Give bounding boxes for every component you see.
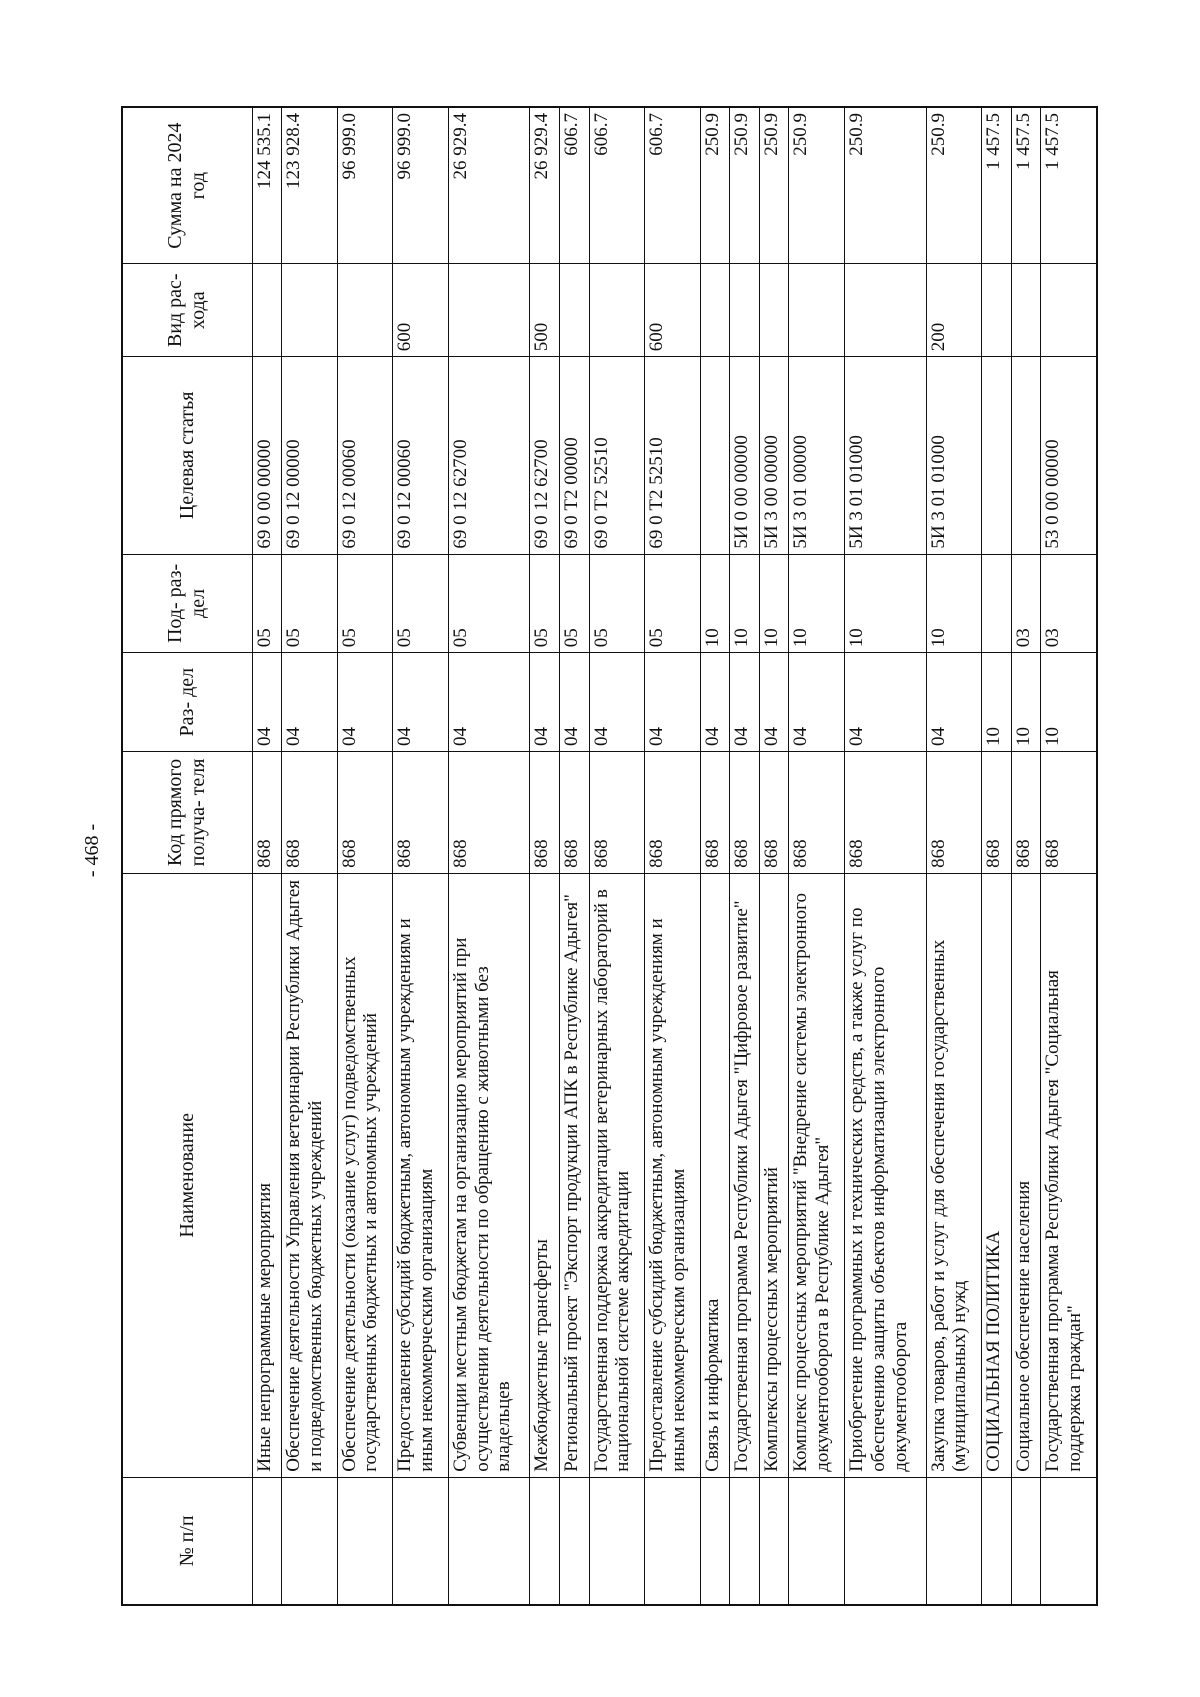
cell-kind [759, 264, 789, 357]
cell-target: 69 0 12 62700 [448, 357, 530, 554]
cell-subsection: 05 [337, 554, 393, 653]
header-subsection: Под- раз- дел [122, 554, 252, 653]
budget-table-rotated [121, 106, 1098, 1606]
cell-subsection: 05 [252, 554, 282, 653]
cell-name: Обеспечение деятельности (оказание услуг) подведомственных государственных бюджетных и автономных учреждений [337, 873, 393, 1477]
cell-subsection: 05 [559, 554, 589, 653]
cell-sum: 250.9 [700, 107, 730, 264]
cell-sum: 250.9 [730, 107, 760, 264]
cell-subsection: 10 [926, 554, 982, 653]
cell-kind: 500 [530, 264, 560, 357]
cell-num [700, 1477, 730, 1605]
cell-num [559, 1477, 589, 1605]
cell-subsection: 05 [530, 554, 560, 653]
cell-subsection: 05 [589, 554, 645, 653]
cell-name: Связь и информатика [700, 873, 730, 1477]
cell-code: 868 [789, 752, 845, 874]
cell-name: Закупка товаров, работ и услуг для обеспечения государственных (муниципальных) нужд [926, 873, 982, 1477]
cell-target [700, 357, 730, 554]
cell-kind [789, 264, 845, 357]
cell-kind [982, 264, 1012, 357]
cell-section: 04 [926, 653, 982, 752]
cell-target: 69 0 12 00000 [282, 357, 338, 554]
cell-target: 5И 0 00 00000 [730, 357, 760, 554]
cell-code: 868 [730, 752, 760, 874]
cell-num [982, 1477, 1012, 1605]
cell-subsection: 10 [789, 554, 845, 653]
cell-name: Комплексы процессных мероприятий [759, 873, 789, 1477]
cell-sum: 123 928.4 [282, 107, 338, 264]
cell-code: 868 [844, 752, 926, 874]
cell-code: 868 [759, 752, 789, 874]
cell-section: 04 [282, 653, 338, 752]
cell-sum: 1 457.5 [982, 107, 1012, 264]
cell-sum: 1 457.5 [1041, 107, 1097, 264]
cell-code: 868 [700, 752, 730, 874]
page-number [73, 790, 113, 910]
cell-name: Иные непрограммные мероприятия [252, 873, 282, 1477]
cell-subsection: 05 [448, 554, 530, 653]
cell-num [252, 1477, 282, 1605]
cell-code: 868 [926, 752, 982, 874]
cell-target: 69 0 12 00060 [393, 357, 449, 554]
cell-num [645, 1477, 701, 1605]
table-row [759, 107, 789, 1605]
cell-kind [700, 264, 730, 357]
table-row [282, 107, 338, 1605]
cell-kind [844, 264, 926, 357]
cell-section: 04 [700, 653, 730, 752]
cell-target: 5И 3 01 01000 [844, 357, 926, 554]
cell-section: 04 [337, 653, 393, 752]
cell-target [982, 357, 1012, 554]
cell-num [926, 1477, 982, 1605]
cell-code: 868 [559, 752, 589, 874]
cell-target: 69 0 12 62700 [530, 357, 560, 554]
header-section: Раз- дел [122, 653, 252, 752]
cell-section: 04 [730, 653, 760, 752]
cell-subsection [982, 554, 1012, 653]
cell-section: 10 [982, 653, 1012, 752]
cell-target: 69 0 Т2 00000 [559, 357, 589, 554]
cell-kind [559, 264, 589, 357]
cell-sum: 1 457.5 [1011, 107, 1041, 264]
cell-target: 69 0 12 00060 [337, 357, 393, 554]
cell-subsection: 05 [645, 554, 701, 653]
cell-name: Межбюджетные трансферты [530, 873, 560, 1477]
cell-section: 10 [1011, 653, 1041, 752]
cell-name: СОЦИАЛЬНАЯ ПОЛИТИКА [982, 873, 1012, 1477]
cell-sum: 96 999.0 [337, 107, 393, 264]
cell-name: Обеспечение деятельности Управления ветеринарии Республики Адыгея и подведомственных бюджетных учреждений [282, 873, 338, 1477]
table-row [926, 107, 982, 1605]
cell-code: 868 [282, 752, 338, 874]
cell-kind [448, 264, 530, 357]
cell-name: Предоставление субсидий бюджетным, автономным учреждениям и иным некоммерческим организациям [393, 873, 449, 1477]
cell-name: Комплекс процессных мероприятий "Внедрение системы электронного документооборота в Республике Адыгея" [789, 873, 845, 1477]
header-name: Наименование [122, 873, 252, 1477]
cell-section: 04 [645, 653, 701, 752]
cell-subsection: 10 [700, 554, 730, 653]
cell-target: 69 0 00 00000 [252, 357, 282, 554]
table-row [789, 107, 845, 1605]
cell-subsection: 03 [1041, 554, 1097, 653]
cell-num [393, 1477, 449, 1605]
header-target: Целевая статья [122, 357, 252, 554]
cell-section: 04 [589, 653, 645, 752]
cell-code: 868 [393, 752, 449, 874]
cell-num [448, 1477, 530, 1605]
table-row [448, 107, 530, 1605]
cell-name: Социальное обеспечение населения [1011, 873, 1041, 1477]
cell-name: Государственная программа Республики Адыгея "Цифровое развитие" [730, 873, 760, 1477]
table-row [1041, 107, 1097, 1605]
cell-section: 04 [759, 653, 789, 752]
table-row [530, 107, 560, 1605]
cell-sum: 250.9 [759, 107, 789, 264]
cell-kind: 600 [645, 264, 701, 357]
cell-num [789, 1477, 845, 1605]
table-row [393, 107, 449, 1605]
cell-sum: 124 535.1 [252, 107, 282, 264]
cell-name: Государственная программа Республики Адыгея "Социальная поддержка граждан" [1041, 873, 1097, 1477]
cell-num [1041, 1477, 1097, 1605]
cell-sum: 26 929.4 [530, 107, 560, 264]
cell-sum: 250.9 [926, 107, 982, 264]
cell-kind [589, 264, 645, 357]
cell-code: 868 [589, 752, 645, 874]
cell-target: 69 0 Т2 52510 [589, 357, 645, 554]
header-num: № п/п [122, 1477, 252, 1605]
cell-code: 868 [645, 752, 701, 874]
table-row [252, 107, 282, 1605]
table-row [559, 107, 589, 1605]
cell-num [759, 1477, 789, 1605]
cell-num [844, 1477, 926, 1605]
cell-name: Государственная поддержка аккредитации ветеринарных лабораторий в национальной системе аккредитации [589, 873, 645, 1477]
cell-sum: 250.9 [789, 107, 845, 264]
cell-section: 04 [559, 653, 589, 752]
cell-num [530, 1477, 560, 1605]
table-row [844, 107, 926, 1605]
cell-target: 5И 3 01 00000 [789, 357, 845, 554]
cell-num [337, 1477, 393, 1605]
cell-sum: 606.7 [559, 107, 589, 264]
cell-name: Региональный проект "Экспорт продукции АПК в Республике Адыгея" [559, 873, 589, 1477]
cell-code: 868 [337, 752, 393, 874]
cell-sum: 606.7 [645, 107, 701, 264]
cell-section: 04 [844, 653, 926, 752]
cell-target: 5И 3 00 00000 [759, 357, 789, 554]
cell-section: 10 [1041, 653, 1097, 752]
table-row [589, 107, 645, 1605]
cell-name: Приобретение программных и технических средств, а также услуг по обеспечению защиты объектов информатизации электронного документооборота [844, 873, 926, 1477]
cell-name: Предоставление субсидий бюджетным, автономным учреждениям и иным некоммерческим организациям [645, 873, 701, 1477]
table-row [730, 107, 760, 1605]
cell-code: 868 [252, 752, 282, 874]
cell-code: 868 [530, 752, 560, 874]
cell-sum: 26 929.4 [448, 107, 530, 264]
cell-subsection: 03 [1011, 554, 1041, 653]
header-kind: Вид рас- хода [122, 264, 252, 357]
cell-subsection: 10 [759, 554, 789, 653]
cell-kind: 200 [926, 264, 982, 357]
cell-code: 868 [448, 752, 530, 874]
cell-subsection: 10 [730, 554, 760, 653]
header-sum: Сумма на 2024 год [122, 107, 252, 264]
cell-name: Субвенции местным бюджетам на организацию мероприятий при осуществлении деятельности по обращению с животными без владельцев [448, 873, 530, 1477]
cell-kind [282, 264, 338, 357]
page-number-text: - 468 - [81, 823, 104, 877]
table-row [982, 107, 1012, 1605]
cell-num [589, 1477, 645, 1605]
table-header-row [122, 107, 252, 1605]
cell-sum: 606.7 [589, 107, 645, 264]
cell-sum: 250.9 [844, 107, 926, 264]
cell-code: 868 [982, 752, 1012, 874]
table-body [252, 107, 1097, 1605]
cell-num [1011, 1477, 1041, 1605]
table-row [1011, 107, 1041, 1605]
cell-code: 868 [1011, 752, 1041, 874]
table-row [700, 107, 730, 1605]
cell-kind [730, 264, 760, 357]
cell-target: 53 0 00 00000 [1041, 357, 1097, 554]
table-row [645, 107, 701, 1605]
cell-kind [1011, 264, 1041, 357]
table-row [337, 107, 393, 1605]
cell-section: 04 [393, 653, 449, 752]
cell-num [730, 1477, 760, 1605]
cell-section: 04 [789, 653, 845, 752]
cell-target: 69 0 Т2 52510 [645, 357, 701, 554]
cell-section: 04 [530, 653, 560, 752]
cell-target [1011, 357, 1041, 554]
cell-sum: 96 999.0 [393, 107, 449, 264]
header-code: Код прямого получа- теля [122, 752, 252, 874]
cell-num [282, 1477, 338, 1605]
cell-kind [252, 264, 282, 357]
cell-target: 5И 3 01 01000 [926, 357, 982, 554]
cell-section: 04 [448, 653, 530, 752]
cell-kind [337, 264, 393, 357]
cell-subsection: 05 [282, 554, 338, 653]
cell-kind: 600 [393, 264, 449, 357]
cell-code: 868 [1041, 752, 1097, 874]
cell-kind [1041, 264, 1097, 357]
cell-section: 04 [252, 653, 282, 752]
budget-table [121, 106, 1098, 1606]
cell-subsection: 10 [844, 554, 926, 653]
cell-subsection: 05 [393, 554, 449, 653]
